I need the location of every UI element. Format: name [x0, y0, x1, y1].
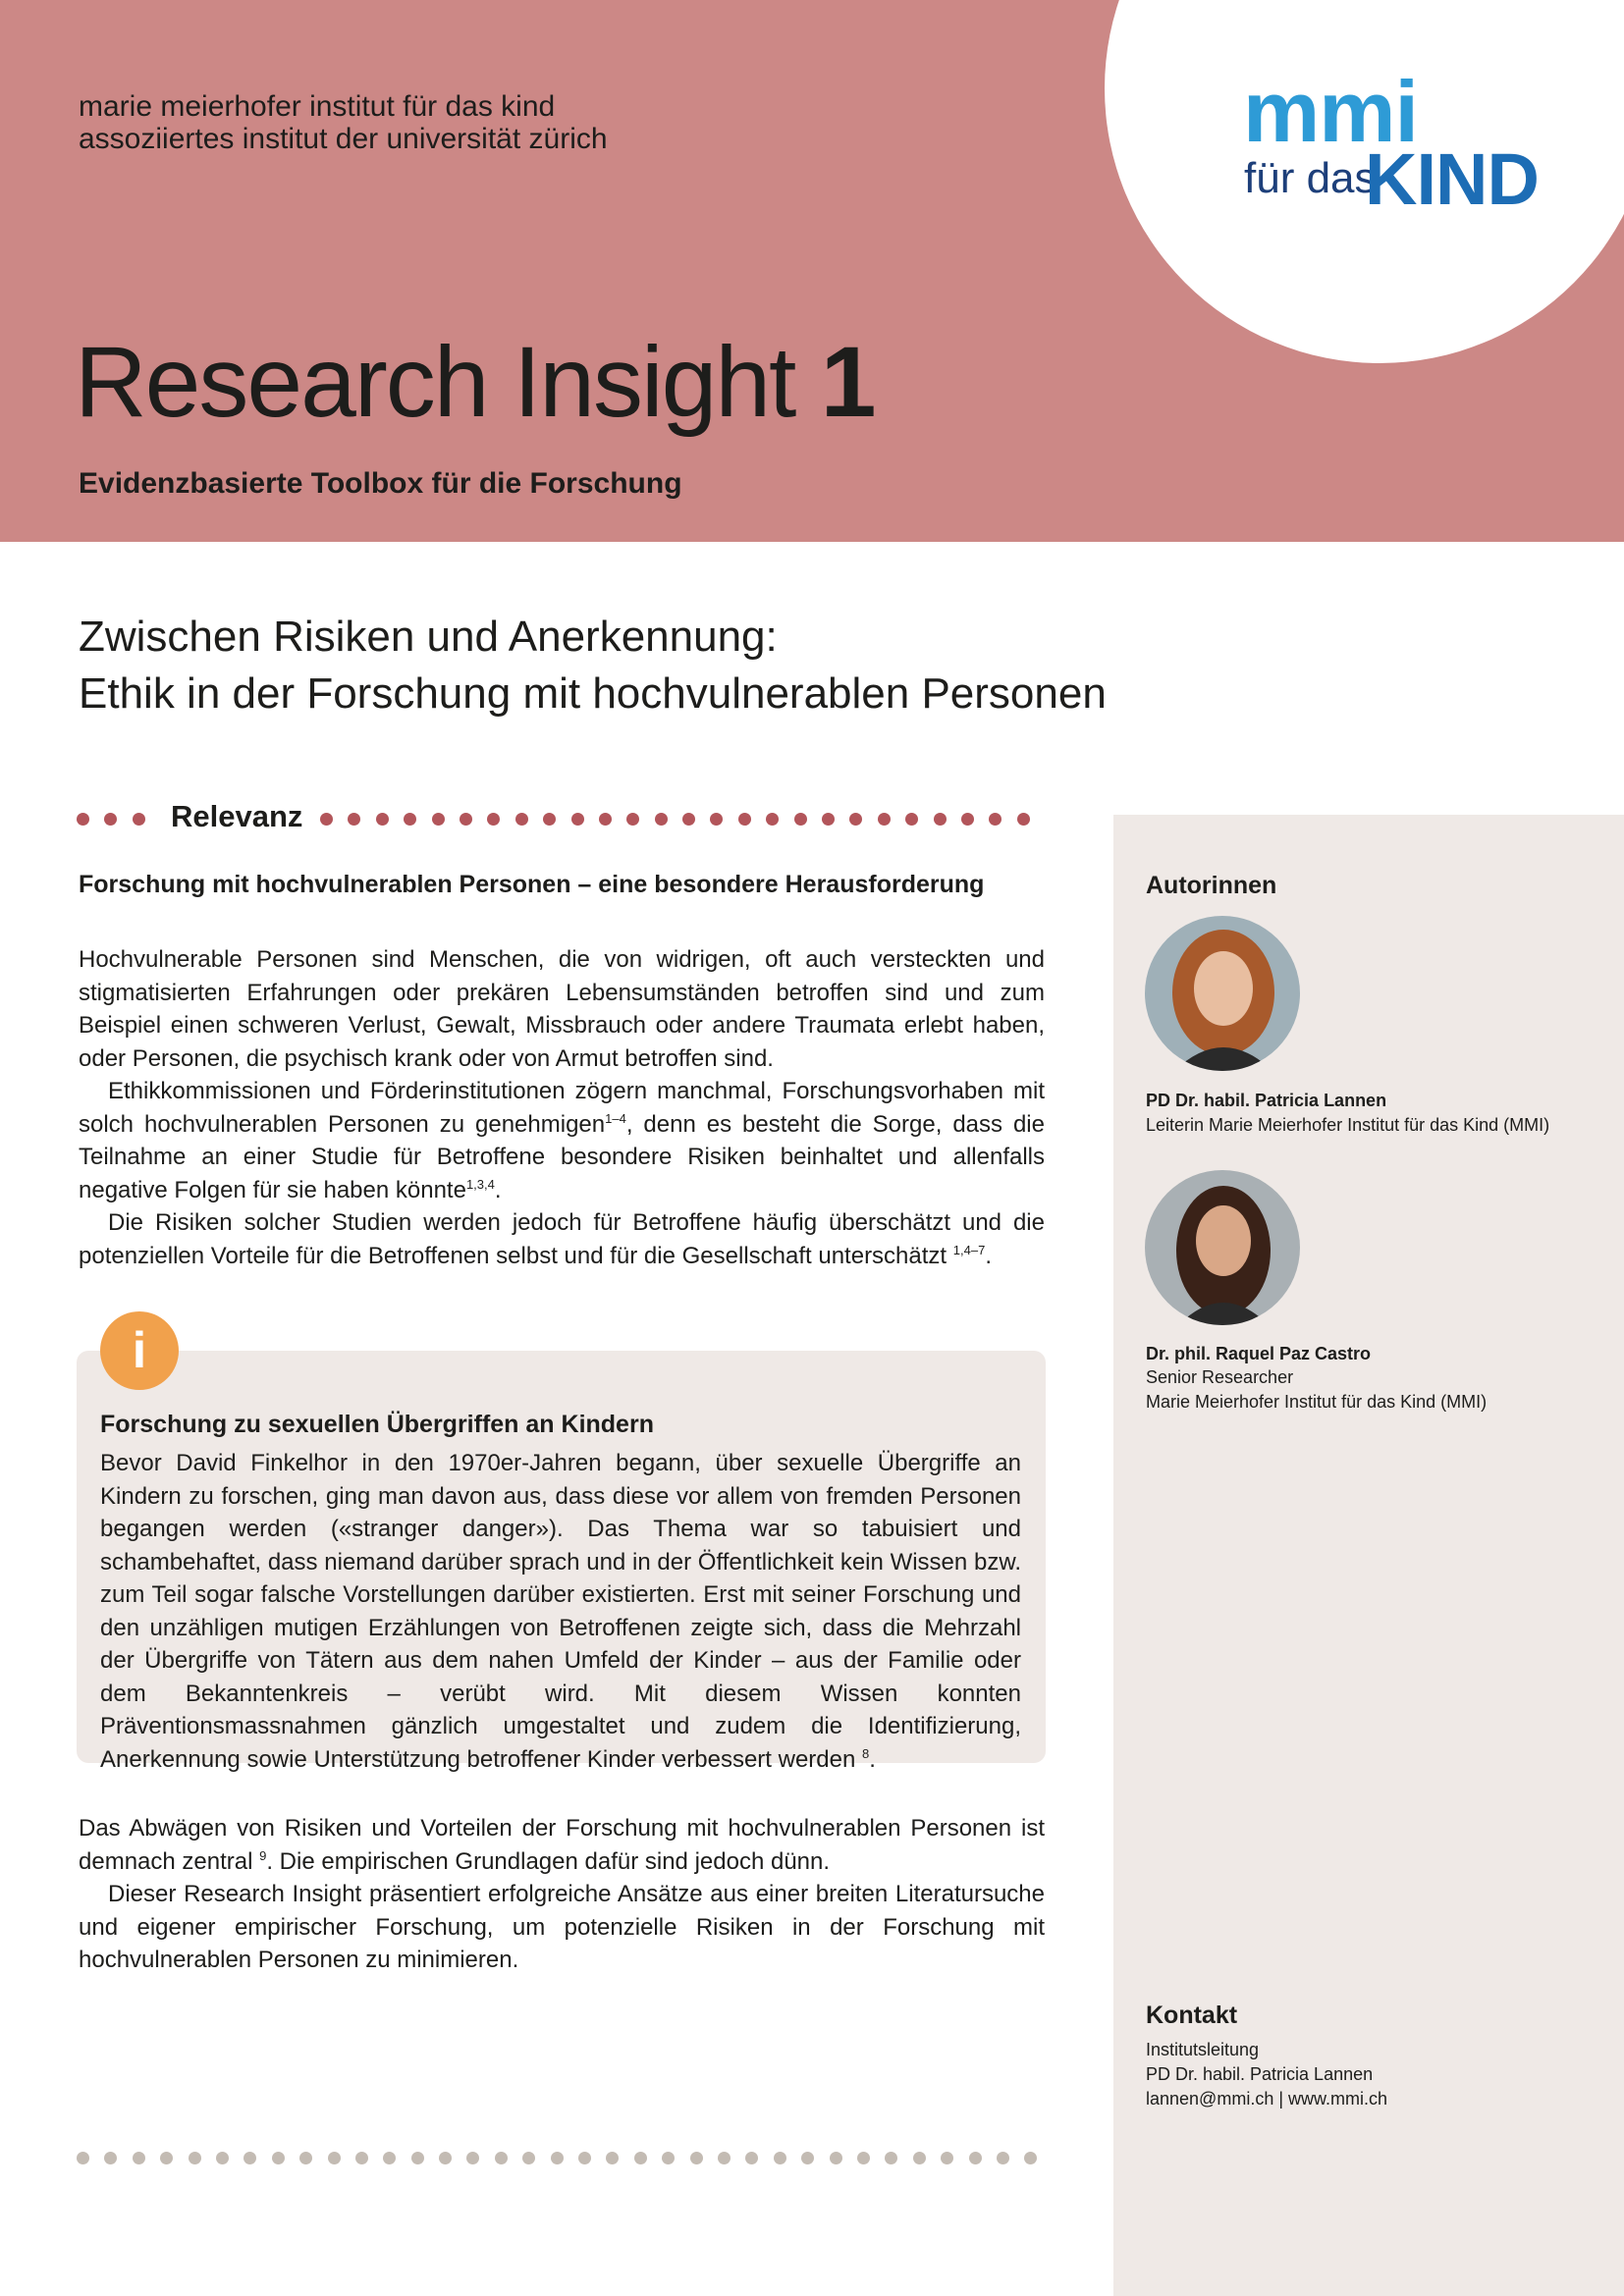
section-subheading: Forschung mit hochvulnerablen Personen – eine besondere Herausforderung [79, 871, 985, 898]
main-title-line-1: Zwischen Risiken und Anerkennung: [79, 613, 778, 661]
closing-paragraph-2: Dieser Research Insight präsentiert erfolgreiche Ansätze aus einer breiten Literatursuche und eigener empirischer Forschung, um potenzielle Risiken in der Forschung mit hochvulnerablen Personen zu minimieren. [79, 1881, 1045, 1973]
author-2-role-2: Marie Meierhofer Institut für das Kind (MMI) [1146, 1392, 1488, 1412]
main-title-line-2: Ethik in der Forschung mit hochvulnerablen Personen [79, 669, 1107, 718]
info-box-text: Bevor David Finkelhor in den 1970er-Jahren begann, über sexuelle Übergriffe an Kindern zu forschen, ging man davon aus, dass diese vor allem von fremden Personen begangen werden («stranger danger»). Das Thema war so tabuisiert und schambehaftet, dass niemand darüber sprach und in der Öffentlichkeit kein Wissen bzw. zum Teil sogar falsche Vorstellungen darüber existierten. Erst mit seiner Forschung und den unzähligen mutigen Erzählungen von Betroffenen zeigte sich, dass die Mehrzahl der Übergriffe von Tätern aus dem nahen Umfeld der Kinder – aus der Familie oder dem Bekanntenkreis – verübt wird. Mit diesem Wissen konnten Präventionsmassnahmen gänzlich umgestaltet und zudem die Identifizierung, Anerkennung sowie Unterstützung betroffener Kinder verbessert werden $^8$. [100, 1450, 1021, 1773]
institute-name [79, 90, 608, 155]
page-subtitle: Evidenzbasierte Toolbox für die Forschung [79, 467, 682, 500]
author-1-name: PD Dr. habil. Patricia Lannen [1146, 1091, 1387, 1110]
section-header-relevanz [77, 799, 1049, 838]
paragraph-1: Hochvulnerable Personen sind Menschen, die von widrigen, oft auch versteckten und stigmatisierten Erfahrungen oder prekären Lebensumständen betroffen sind und zum Beispiel einen schweren Verlust, Gewalt, Missbrauch oder andere Traumata erlebt haben, oder Personen, die psychisch krank oder von Armut betroffen sind. [79, 946, 1045, 1072]
author-1-role: Leiterin Marie Meierhofer Institut für das Kind (MMI) [1146, 1115, 1550, 1135]
main-title [79, 609, 1107, 722]
logo-kind-text: KIND [1365, 138, 1539, 220]
contact-email-link[interactable]: lannen@mmi.ch | www.mmi.ch [1146, 2089, 1388, 2109]
info-box-heading: Forschung zu sexuellen Übergriffen an Kindern [100, 1411, 654, 1438]
institute-line-2: assoziiertes institut der universität zürich [79, 123, 608, 155]
page-title-text: Research Insight [75, 326, 795, 438]
contact-line-2: PD Dr. habil. Patricia Lannen [1146, 2064, 1374, 2084]
logo-fur-das-text: für das [1244, 154, 1377, 202]
contact-line-1: Institutsleitung [1146, 2040, 1260, 2059]
author-2-photo [1145, 1170, 1300, 1325]
institute-line-1: marie meierhofer institut für das kind [79, 90, 556, 123]
section-dots-left [77, 813, 160, 830]
contact-heading: Kontakt [1146, 2002, 1238, 2029]
author-1-photo [1145, 916, 1300, 1071]
author-2-role-1: Senior Researcher [1146, 1367, 1294, 1387]
section-label: Relevanz [171, 799, 303, 833]
bottom-dots-divider [77, 2152, 1053, 2169]
info-icon: i [100, 1311, 179, 1390]
paragraph-3: Die Risiken solcher Studien werden jedoch für Betroffene häufig überschätzt und die potenziellen Vorteile für die Betroffenen selbst und für die Gesellschaft unterschätzt $^{1,4-7}$. [79, 1209, 1045, 1269]
paragraph-2: Ethikkommissionen und Förderinstitutionen zögern manchmal, Forschungsvorhaben mit solch hochvulnerablen Personen zu genehmigen$^{1-4}$, denn es besteht die Sorge, dass die Teilnahme an einer Studie für Betroffene besondere Risiken beinhaltet und allenfalls negative Folgen für sie haben könnte$^{1,3,4}$. [79, 1078, 1045, 1203]
logo-mmi-text: mmi [1243, 63, 1418, 160]
section-dots-right [320, 813, 1045, 830]
page-title-number: 1 [820, 326, 875, 438]
closing-paragraph-1: Das Abwägen von Risiken und Vorteilen der Forschung mit hochvulnerablen Personen ist demnach zentral $^9$. Die empirischen Grundlagen dafür sind jedoch dünn. [79, 1815, 1045, 1875]
authors-heading: Autorinnen [1146, 872, 1277, 899]
page-title [75, 326, 875, 438]
author-2-name: Dr. phil. Raquel Paz Castro [1146, 1344, 1372, 1363]
